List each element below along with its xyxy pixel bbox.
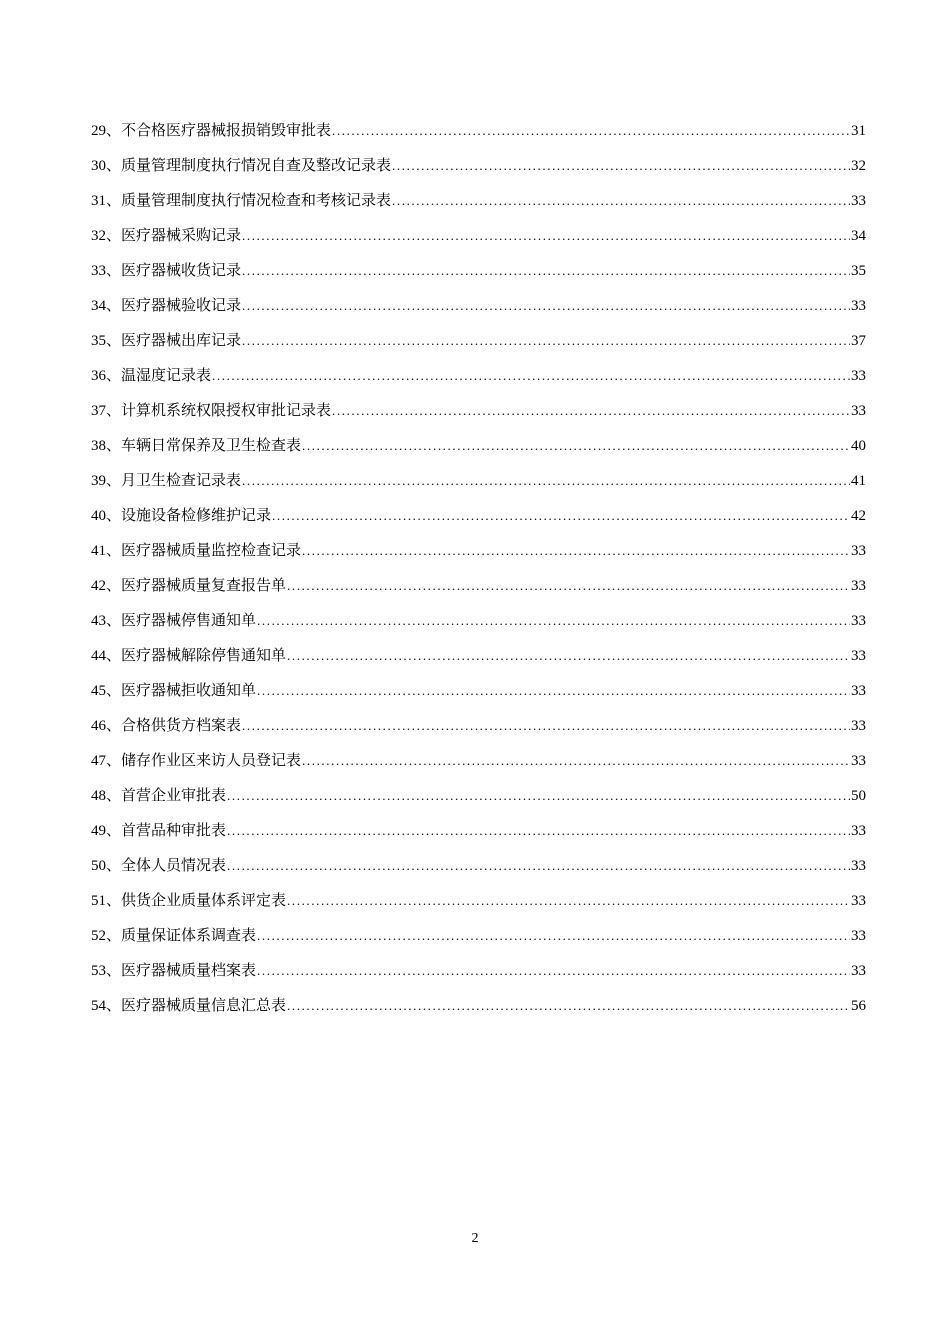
toc-entry-number: 54、 (91, 998, 122, 1014)
toc-entry[interactable] (91, 498, 866, 533)
toc-dot-leader (242, 218, 850, 253)
toc-entry-number: 34、 (91, 298, 122, 314)
toc-entry[interactable] (91, 218, 866, 253)
toc-entry-title: 全体人员情况表 (121, 856, 227, 874)
toc-dot-leader (392, 183, 850, 218)
toc-entry-page: 33 (851, 753, 866, 769)
toc-entry-title: 质量保证体系调查表 (121, 926, 257, 944)
toc-entry-number: 45、 (91, 683, 122, 699)
toc-entry[interactable] (91, 953, 866, 988)
toc-entry[interactable] (91, 428, 866, 463)
toc-entry-number: 35、 (91, 333, 122, 349)
toc-entry[interactable] (91, 463, 866, 498)
toc-entry-page: 33 (851, 543, 866, 559)
toc-entry-number: 52、 (91, 928, 122, 944)
toc-dot-leader (242, 253, 850, 288)
toc-entry-title: 医疗器械收货记录 (121, 261, 242, 279)
toc-entry-number: 38、 (91, 438, 122, 454)
toc-dot-leader (287, 988, 850, 1023)
toc-entry-title: 供货企业质量体系评定表 (121, 891, 287, 909)
toc-entry[interactable] (91, 988, 866, 1023)
toc-dot-leader (227, 848, 850, 883)
toc-entry-title: 合格供货方档案表 (121, 716, 242, 734)
toc-entry-page: 42 (851, 508, 866, 524)
toc-entry-title: 医疗器械验收记录 (121, 296, 242, 314)
toc-dot-leader (257, 603, 850, 638)
toc-entry[interactable] (91, 708, 866, 743)
page-number: 2 (471, 1231, 479, 1246)
toc-entry-title: 首营企业审批表 (121, 786, 227, 804)
toc-entry-page: 35 (851, 263, 866, 279)
toc-entry-title: 医疗器械质量监控检查记录 (121, 541, 302, 559)
toc-entry-page: 33 (851, 823, 866, 839)
toc-dot-leader (242, 708, 850, 743)
toc-entry[interactable] (91, 148, 866, 183)
toc-dot-leader (302, 428, 850, 463)
toc-entry[interactable] (91, 568, 866, 603)
toc-entry-page: 37 (851, 333, 866, 349)
toc-entry[interactable] (91, 288, 866, 323)
toc-entry[interactable] (91, 638, 866, 673)
toc-entry-number: 36、 (91, 368, 122, 384)
toc-dot-leader (302, 533, 850, 568)
toc-entry[interactable] (91, 323, 866, 358)
toc-entry-number: 53、 (91, 963, 122, 979)
toc-entry-number: 40、 (91, 508, 122, 524)
toc-dot-leader (227, 778, 850, 813)
toc-entry-number: 37、 (91, 403, 122, 419)
toc-entry-title: 医疗器械停售通知单 (121, 611, 257, 629)
toc-entry-title: 月卫生检查记录表 (121, 471, 242, 489)
toc-entry-page: 50 (851, 788, 866, 804)
toc-entry[interactable] (91, 603, 866, 638)
toc-entry-page: 33 (851, 298, 866, 314)
toc-entry-page: 33 (851, 718, 866, 734)
toc-dot-leader (242, 323, 850, 358)
toc-entry-title: 首营品种审批表 (121, 821, 227, 839)
toc-entry-number: 39、 (91, 473, 122, 489)
toc-entry-page: 33 (851, 648, 866, 664)
toc-entry-number: 41、 (91, 543, 122, 559)
toc-dot-leader (272, 498, 850, 533)
toc-entry-title: 医疗器械质量复查报告单 (121, 576, 287, 594)
toc-entry-number: 44、 (91, 648, 122, 664)
toc-entry-page: 33 (851, 893, 866, 909)
toc-dot-leader (242, 463, 850, 498)
toc-entry-number: 47、 (91, 753, 122, 769)
toc-entry[interactable] (91, 813, 866, 848)
toc-entry-title: 设施设备检修维护记录 (121, 506, 272, 524)
toc-entry-title: 医疗器械采购记录 (121, 226, 242, 244)
toc-dot-leader (257, 673, 850, 708)
toc-entry-page: 33 (851, 193, 866, 209)
toc-entry[interactable] (91, 743, 866, 778)
toc-entry-title: 储存作业区来访人员登记表 (121, 751, 302, 769)
toc-entry-page: 40 (851, 438, 866, 454)
toc-entry-number: 32、 (91, 228, 122, 244)
toc-dot-leader (332, 113, 850, 148)
toc-entry[interactable] (91, 358, 866, 393)
toc-entry-page: 32 (851, 158, 866, 174)
toc-dot-leader (242, 288, 850, 323)
toc-entry-title: 温湿度记录表 (121, 366, 212, 384)
toc-dot-leader (257, 953, 850, 988)
toc-dot-leader (392, 148, 850, 183)
toc-entry-title: 医疗器械出库记录 (121, 331, 242, 349)
toc-entry-page: 41 (851, 473, 866, 489)
toc-dot-leader (212, 358, 850, 393)
toc-entry[interactable] (91, 393, 866, 428)
toc-entry[interactable] (91, 183, 866, 218)
toc-entry-page: 34 (851, 228, 866, 244)
toc-dot-leader (302, 743, 850, 778)
toc-entry[interactable] (91, 848, 866, 883)
toc-entry-page: 33 (851, 928, 866, 944)
table-of-contents (91, 113, 866, 1023)
toc-entry-title: 不合格医疗器械报损销毁审批表 (121, 121, 332, 139)
toc-entry-number: 31、 (91, 193, 122, 209)
toc-entry-number: 43、 (91, 613, 122, 629)
toc-entry-number: 42、 (91, 578, 122, 594)
toc-entry[interactable] (91, 918, 866, 953)
toc-entry-title: 医疗器械拒收通知单 (121, 681, 257, 699)
toc-entry[interactable] (91, 883, 866, 918)
toc-dot-leader (287, 638, 850, 673)
toc-entry-number: 51、 (91, 893, 122, 909)
toc-entry[interactable] (91, 533, 866, 568)
toc-entry[interactable] (91, 778, 866, 813)
toc-entry-title: 车辆日常保养及卫生检查表 (121, 436, 302, 454)
toc-dot-leader (287, 883, 850, 918)
toc-entry-page: 33 (851, 963, 866, 979)
toc-entry-title: 计算机系统权限授权审批记录表 (121, 401, 332, 419)
toc-dot-leader (257, 918, 850, 953)
toc-entry-page: 33 (851, 858, 866, 874)
toc-entry-title: 质量管理制度执行情况自查及整改记录表 (121, 156, 392, 174)
toc-entry[interactable] (91, 253, 866, 288)
toc-entry-page: 33 (851, 683, 866, 699)
toc-entry-number: 30、 (91, 158, 122, 174)
toc-dot-leader (332, 393, 850, 428)
toc-entry-title: 医疗器械质量信息汇总表 (121, 996, 287, 1014)
toc-entry-number: 48、 (91, 788, 122, 804)
toc-entry-number: 46、 (91, 718, 122, 734)
toc-entry-page: 31 (851, 123, 866, 139)
toc-entry-page: 33 (851, 578, 866, 594)
toc-dot-leader (287, 568, 850, 603)
toc-entry-number: 50、 (91, 858, 122, 874)
toc-entry-title: 质量管理制度执行情况检查和考核记录表 (121, 191, 392, 209)
toc-entry-number: 49、 (91, 823, 122, 839)
toc-entry-page: 33 (851, 368, 866, 384)
toc-entry-page: 33 (851, 403, 866, 419)
toc-entry-title: 医疗器械质量档案表 (121, 961, 257, 979)
toc-dot-leader (227, 813, 850, 848)
toc-entry-number: 33、 (91, 263, 122, 279)
toc-entry[interactable] (91, 673, 866, 708)
toc-entry[interactable] (91, 113, 866, 148)
toc-entry-title: 医疗器械解除停售通知单 (121, 646, 287, 664)
toc-entry-page: 56 (851, 998, 866, 1014)
toc-entry-number: 29、 (91, 123, 122, 139)
toc-entry-page: 33 (851, 613, 866, 629)
